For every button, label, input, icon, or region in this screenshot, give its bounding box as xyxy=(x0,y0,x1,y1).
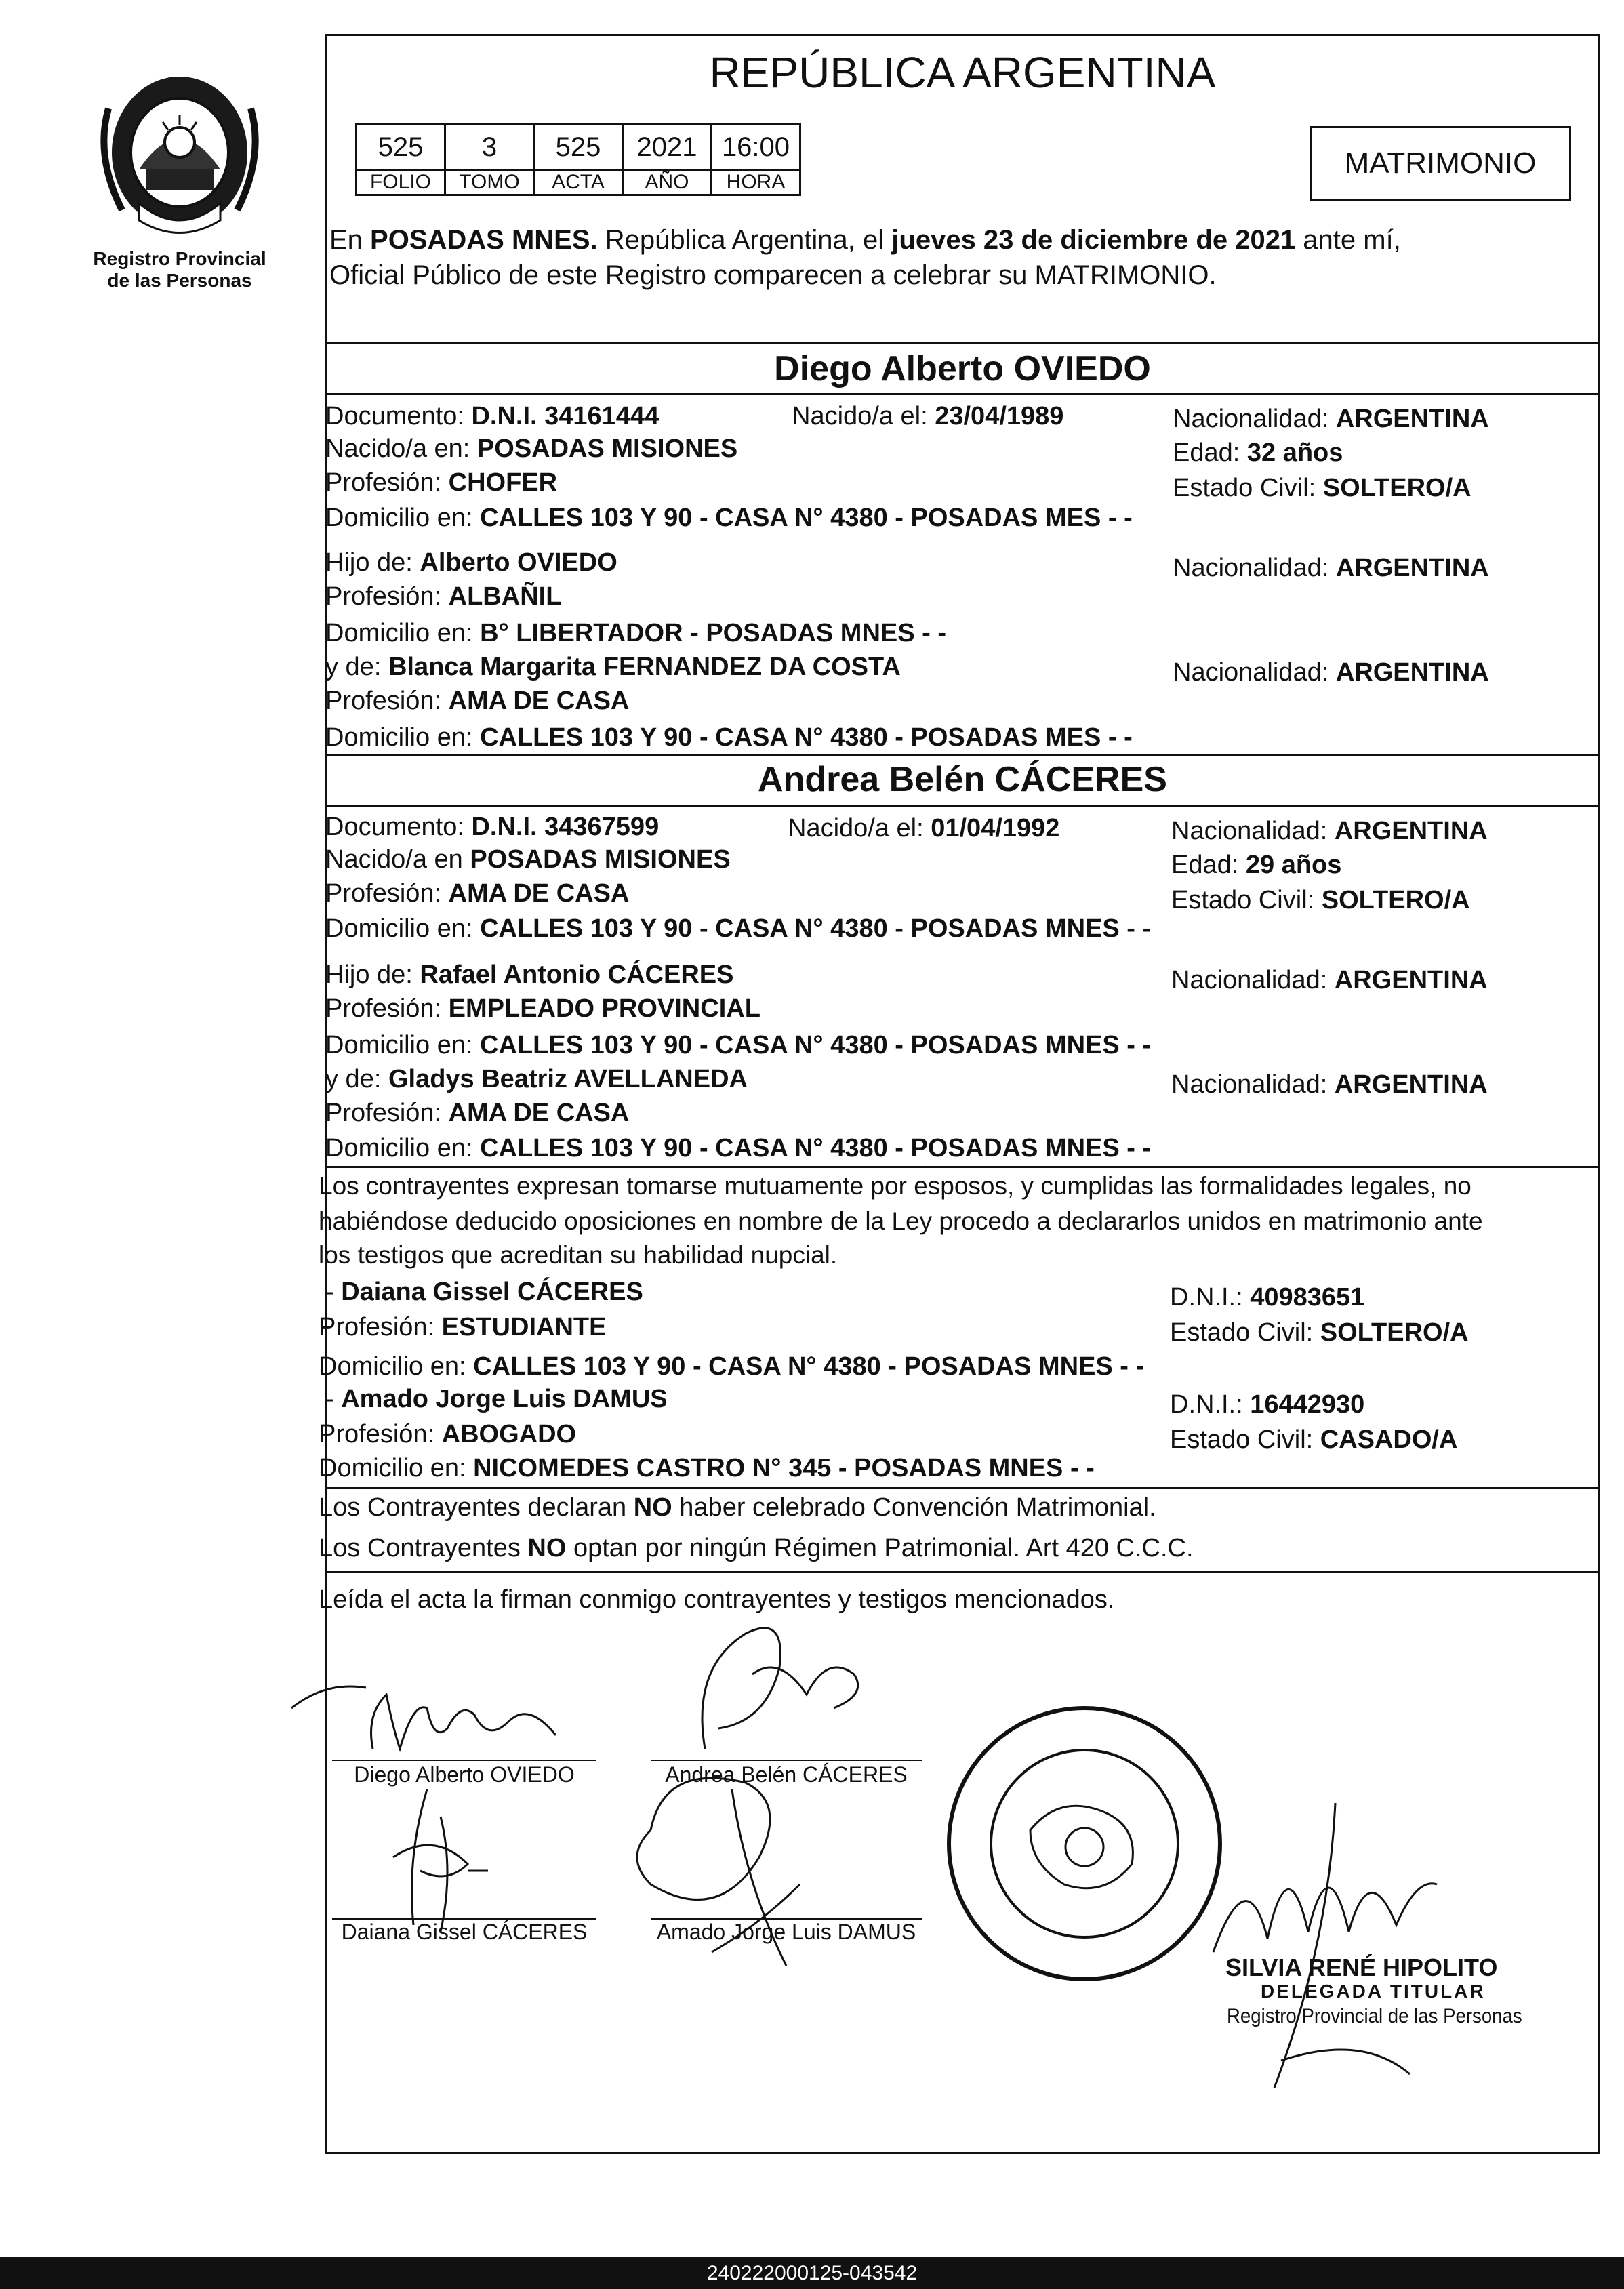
intro-line-2: Oficial Público de este Registro comparecen a celebrar su MATRIMONIO. xyxy=(329,260,1217,290)
spouse1-civil-status: Estado Civil: SOLTERO/A xyxy=(1173,474,1471,502)
witness2-civil-status: Estado Civil: CASADO/A xyxy=(1170,1425,1458,1454)
witness2-name: - Amado Jorge Luis DAMUS xyxy=(325,1385,668,1413)
acta-label: ACTA xyxy=(534,170,623,195)
hour-label: HORA xyxy=(712,170,800,195)
divider xyxy=(325,1571,1600,1573)
spouse2-father: Hijo de: Rafael Antonio CÁCERES xyxy=(325,960,734,989)
spouse2-mother-nationality: Nacionalidad: ARGENTINA xyxy=(1171,1070,1488,1099)
acta-value: 525 xyxy=(534,125,623,170)
divider xyxy=(325,342,1600,344)
spouse2-address: Domicilio en: CALLES 103 Y 90 - CASA N° 4380 - POSADAS MNES - - xyxy=(325,914,1152,943)
divider xyxy=(325,1487,1600,1489)
official-stamp xyxy=(935,1695,1234,1993)
spouse2-age: Edad: 29 años xyxy=(1171,851,1342,879)
signature-label-witness1: Daiana Gissel CÁCERES xyxy=(341,1920,588,1944)
signature-label-spouse2: Andrea Belén CÁCERES xyxy=(665,1762,908,1787)
declaration-line-3: los testigos que acreditan su habilidad nupcial. xyxy=(319,1241,838,1269)
witness2-profession: Profesión: ABOGADO xyxy=(319,1420,577,1449)
act-type-box: MATRIMONIO xyxy=(1310,126,1571,201)
year-value: 2021 xyxy=(623,125,712,170)
witness1-profession: Profesión: ESTUDIANTE xyxy=(319,1313,607,1341)
signature-witness2 xyxy=(610,1749,895,1993)
signature-officer xyxy=(1193,1776,1491,2101)
spouse2-birth-place: Nacido/a en POSADAS MISIONES xyxy=(325,845,731,874)
regime-line-1: Los Contrayentes declaran NO haber celebrado Convención Matrimonial. xyxy=(319,1493,1156,1522)
spouse1-nationality: Nacionalidad: ARGENTINA xyxy=(1173,405,1489,433)
registry-line1: Registro Provincial xyxy=(93,248,266,269)
witness1-dni: D.N.I.: 40983651 xyxy=(1170,1283,1365,1312)
spouse1-age: Edad: 32 años xyxy=(1173,439,1343,467)
spouse2-mother: y de: Gladys Beatriz AVELLANEDA xyxy=(325,1065,748,1093)
officer-organization: Registro Provincial de las Personas xyxy=(1227,2005,1522,2027)
spouse1-document: Documento: D.N.I. 34161444 xyxy=(325,402,659,430)
witness1-name: - Daiana Gissel CÁCERES xyxy=(325,1278,643,1306)
witness2-dni: D.N.I.: 16442930 xyxy=(1170,1390,1365,1419)
spouse2-profession: Profesión: AMA DE CASA xyxy=(325,879,630,908)
spouse2-father-nationality: Nacionalidad: ARGENTINA xyxy=(1171,966,1488,994)
spouse2-birth-date: Nacido/a el: 01/04/1992 xyxy=(788,814,1060,843)
spouse2-mother-profession: Profesión: AMA DE CASA xyxy=(325,1099,630,1127)
signature-spouse1 xyxy=(285,1640,610,1762)
witness1-civil-status: Estado Civil: SOLTERO/A xyxy=(1170,1318,1469,1347)
signature-label-spouse1: Diego Alberto OVIEDO xyxy=(354,1762,575,1787)
declaration-line-1: Los contrayentes expresan tomarse mutuamente por esposos, y cumplidas las formalidades legales, no xyxy=(319,1172,1471,1200)
intro-line-1: En POSADAS MNES. República Argentina, el jueves 23 de diciembre de 2021 ante mí, xyxy=(329,225,1401,255)
signatures-intro: Leída el acta la firman conmigo contrayentes y testigos mencionados. xyxy=(319,1585,1115,1614)
tomo-label: TOMO xyxy=(445,170,534,195)
spouse1-father-address: Domicilio en: B° LIBERTADOR - POSADAS MNES - - xyxy=(325,619,947,647)
spouse1-father: Hijo de: Alberto OVIEDO xyxy=(325,548,617,577)
divider xyxy=(325,393,1600,395)
hour-value: 16:00 xyxy=(712,125,800,170)
emblem-caption xyxy=(64,248,295,291)
spouse1-mother-profession: Profesión: AMA DE CASA xyxy=(325,687,630,715)
witness1-address: Domicilio en: CALLES 103 Y 90 - CASA N° 4380 - POSADAS MNES - - xyxy=(319,1352,1145,1381)
tomo-value: 3 xyxy=(445,125,534,170)
declaration-line-2: habiéndose deducido oposiciones en nombre de la Ley procedo a declararlos unidos en matrimonio ante xyxy=(319,1207,1483,1235)
spouse1-birth-date: Nacido/a el: 23/04/1989 xyxy=(792,402,1064,430)
province-emblem xyxy=(81,68,278,244)
spouse2-civil-status: Estado Civil: SOLTERO/A xyxy=(1171,886,1470,914)
witness2-address: Domicilio en: NICOMEDES CASTRO N° 345 - POSADAS MNES - - xyxy=(319,1454,1095,1482)
spouse1-father-nationality: Nacionalidad: ARGENTINA xyxy=(1173,554,1489,582)
spouse2-father-profession: Profesión: EMPLEADO PROVINCIAL xyxy=(325,994,760,1023)
regime-line-2: Los Contrayentes NO optan por ningún Régimen Patrimonial. Art 420 C.C.C. xyxy=(319,1534,1194,1562)
document-code-footer: 240222000125-043542 xyxy=(0,2257,1624,2289)
year-label: AÑO xyxy=(623,170,712,195)
divider xyxy=(325,754,1600,756)
spouse2-father-address: Domicilio en: CALLES 103 Y 90 - CASA N° 4380 - POSADAS MNES - - xyxy=(325,1031,1152,1059)
officer-role: DELEGADA TITULAR xyxy=(1261,1981,1486,2002)
spouse1-birth-place: Nacido/a en: POSADAS MISIONES xyxy=(325,434,738,463)
spouse1-mother-address: Domicilio en: CALLES 103 Y 90 - CASA N° 4380 - POSADAS MES - - xyxy=(325,723,1133,752)
spouse2-mother-address: Domicilio en: CALLES 103 Y 90 - CASA N° 4380 - POSADAS MNES - - xyxy=(325,1134,1152,1162)
document-title: REPÚBLICA ARGENTINA xyxy=(709,48,1216,97)
divider xyxy=(325,1166,1600,1168)
registry-line2: de las Personas xyxy=(107,270,252,291)
spouse1-address: Domicilio en: CALLES 103 Y 90 - CASA N° 4380 - POSADAS MES - - xyxy=(325,504,1133,532)
divider xyxy=(325,805,1600,807)
spouse1-mother-nationality: Nacionalidad: ARGENTINA xyxy=(1173,658,1489,687)
folio-value: 525 xyxy=(357,125,445,170)
officer-name: SILVIA RENÉ HIPOLITO xyxy=(1225,1953,1498,1981)
signature-label-witness2: Amado Jorge Luis DAMUS xyxy=(656,1920,916,1944)
signature-line xyxy=(332,1760,596,1761)
spouse1-father-profession: Profesión: ALBAÑIL xyxy=(325,582,562,611)
spouse1-name: Diego Alberto OVIEDO xyxy=(774,349,1151,388)
spouse1-profession: Profesión: CHOFER xyxy=(325,468,558,497)
signature-witness1 xyxy=(366,1776,529,1939)
spouse2-document: Documento: D.N.I. 34367599 xyxy=(325,813,659,841)
spouse2-nationality: Nacionalidad: ARGENTINA xyxy=(1171,817,1488,845)
folio-label: FOLIO xyxy=(357,170,445,195)
spouse1-mother: y de: Blanca Margarita FERNANDEZ DA COSTA xyxy=(325,653,901,681)
spouse2-name: Andrea Belén CÁCERES xyxy=(758,760,1167,799)
record-boxes xyxy=(355,123,801,196)
